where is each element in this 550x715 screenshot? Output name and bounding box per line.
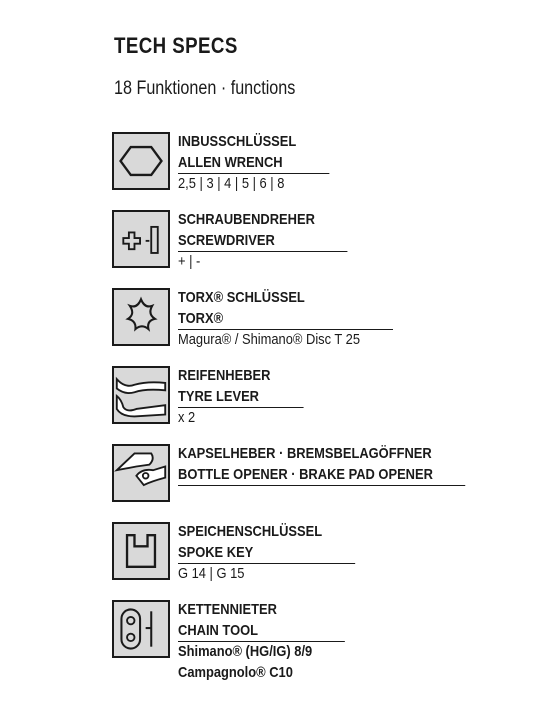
item-label-de: REIFENHEBER (178, 367, 271, 384)
screwdriver-icon (112, 210, 170, 268)
torx-star-icon (112, 288, 170, 346)
spoke-key-icon (112, 522, 170, 580)
item-spec: G 14 | G 15 (178, 565, 245, 582)
chain-tool-icon (112, 600, 170, 658)
item-label-en: SCREWDRIVER (178, 231, 315, 252)
item-spec: 2,5 | 3 | 4 | 5 | 6 | 8 (178, 175, 285, 192)
item-spec: + | - (178, 253, 201, 270)
item-label-en: BOTTLE OPENER · BRAKE PAD OPENER (178, 465, 433, 486)
item-spec: Shimano® (HG/IG) 8/9 (178, 643, 313, 660)
item-label-de: KAPSELHEBER · BREMSBELAGÖFFNER (178, 445, 432, 462)
item-spec: Campagnolo® C10 (178, 664, 293, 681)
hexagon-icon (112, 132, 170, 190)
item-spec: Magura® / Shimano® Disc T 25 (178, 331, 361, 348)
item-label-en: CHAIN TOOL (178, 621, 312, 642)
page-subtitle: 18 Funktionen · functions (114, 78, 296, 99)
item-label-de: TORX® SCHLÜSSEL (178, 289, 305, 306)
item-label-de: INBUSSCHLÜSSEL (178, 133, 297, 150)
item-label-en: ALLEN WRENCH (178, 153, 296, 174)
item-spec: x 2 (178, 409, 196, 426)
page-title: TECH SPECS (114, 33, 238, 58)
item-label-de: KETTENNIETER (178, 601, 277, 618)
item-label-en: TORX® (178, 309, 360, 330)
item-label-de: SCHRAUBENDREHER (178, 211, 315, 228)
item-label-en: TYRE LEVER (178, 387, 270, 408)
bottle-opener-icon (112, 444, 170, 502)
item-label-de: SPEICHENSCHLÜSSEL (178, 523, 323, 540)
item-label-en: SPOKE KEY (178, 543, 322, 564)
tyre-lever-icon (112, 366, 170, 424)
